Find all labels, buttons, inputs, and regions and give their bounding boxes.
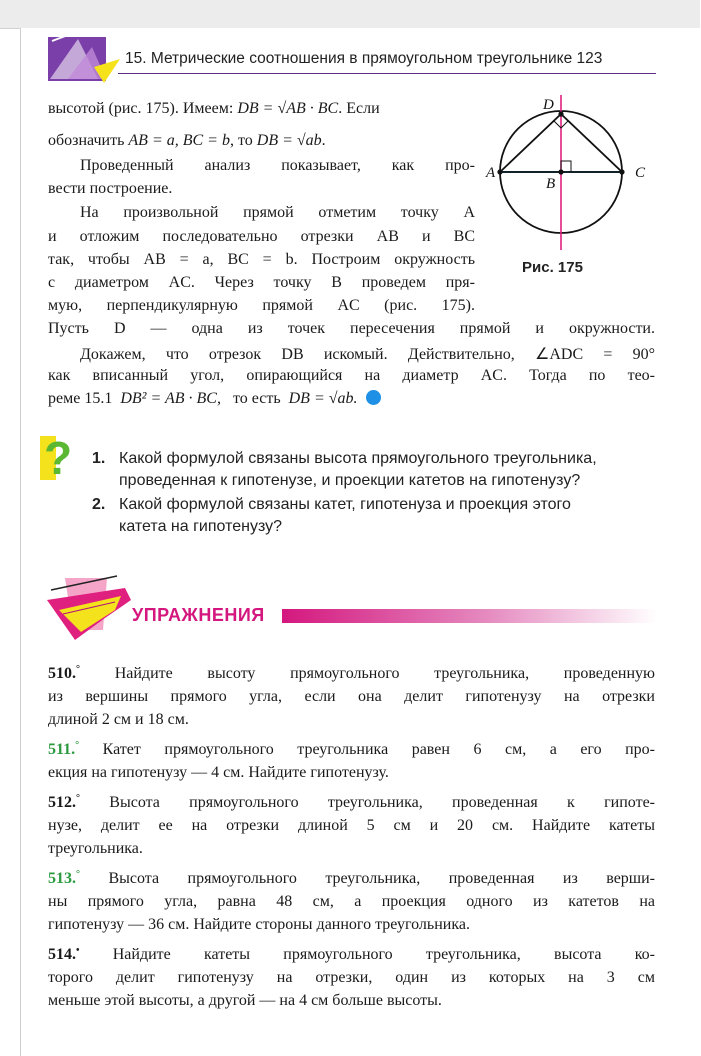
problem-text: Найдите катеты прямоугольного треугольника, высота ко- [112,946,656,963]
formula: DB = √AB · BC [237,100,339,117]
problem-number: 514. [48,946,76,963]
problem-number: 513. [48,870,76,887]
point-d [558,111,563,116]
problem-line [48,664,655,683]
header-divider [118,73,656,74]
text-span: то есть [232,390,281,407]
formula: AB = a, BC = b [128,132,230,149]
window-top-bar [0,0,700,29]
text-line [48,390,381,408]
label-d: D [543,97,554,113]
text-span: обозначить [48,132,125,149]
text-line [48,100,380,118]
exercises-title-bar [282,609,657,623]
problem-line [48,945,655,964]
label-b: B [546,176,556,192]
text-span: высотой (рис. 175). Имеем: [48,100,234,117]
text-line: Докажем, что отрезок DB искомый. Действительно, ∠ADC = 90° [80,346,655,363]
label-c: C [635,165,646,181]
difficulty-mark: ° [76,869,80,880]
question-number: 1. [92,450,106,467]
end-of-proof-icon [366,390,381,405]
question-text [119,448,659,492]
problem-line: из вершины прямого угла, если она делит гипотенузу на отрезки [48,688,655,705]
problem-line [48,740,655,759]
problem-text: Высота прямоугольного треугольника, проведенная из верши- [108,870,655,887]
formula: DB = √ab. [288,390,358,407]
question-mark-icon [40,430,80,485]
problem-line: ны прямого угла, равна 48 см, а проекция одного из катетов на [48,893,655,910]
problem-line: треугольника. [48,840,143,857]
text-line: так, чтобы AB = a, BC = b. Построим окружность [48,251,475,268]
page-number: 123 [576,50,603,67]
question-line: катета на гипотенузу? [119,518,283,535]
text-span: реме 15.1 [48,390,113,407]
label-a: A [486,165,496,181]
problem-line: екция на гипотенузу — 4 см. Найдите гипотенузу. [48,764,389,781]
difficulty-mark: • [76,945,80,956]
exercises-title: УПРАЖНЕНИЯ [132,605,265,625]
text-line: На произвольной прямой отметим точку A [80,204,475,221]
text-span: . [321,132,326,149]
text-line: с диаметром AC. Через точку B проведем пря- [48,274,475,291]
point-b [558,169,563,174]
point-c [619,169,624,174]
text-line: вести построение. [48,180,173,197]
formula: DB = √ab [256,132,322,149]
problem-line: нузе, делит ее на отрезки длиной 5 см и 20 см. Найдите катеты [48,817,655,834]
question-number: 2. [92,496,106,513]
point-a [497,169,502,174]
text-span: , то [229,132,253,149]
text-span: . Если [338,100,380,117]
text-line [48,132,326,150]
problem-line: торого делит гипотенузу на отрезки, один из которых на 3 см [48,969,655,986]
figure-175 [486,95,662,250]
problem-line [48,869,655,888]
text-line: Проведенный анализ показывает, как про- [80,157,475,174]
question-line: Какой формулой связаны высота прямоугольного треугольника, [119,450,597,467]
formula: DB² = AB · BC, [120,390,221,407]
figure-caption: Рис. 175 [522,259,583,276]
problem-number: 511. [48,741,76,758]
problem-line: меньше этой высоты, а другой — на 4 см больше высоты. [48,992,442,1009]
text-line: и отложим последовательно отрезки AB и BC [48,228,475,245]
problem-line [48,793,655,812]
question-line: Какой формулой связаны катет, гипотенуза и проекция этого [119,496,571,513]
problem-number: 510. [48,665,76,682]
text-line: мую, перпендикулярную прямой AC (рис. 175). [48,297,475,314]
difficulty-mark: ° [76,664,80,675]
difficulty-mark: ° [75,740,80,751]
question-line: проведенная к гипотенузе, и проекции катетов на гипотенузу? [119,472,581,489]
section-logo-icon [48,33,120,83]
page-header [125,50,602,68]
problem-number: 512. [48,794,76,811]
svg-text:?: ? [44,432,73,484]
problem-text: Найдите высоту прямоугольного треугольника, проведенную [114,665,655,682]
problem-line: гипотенузу — 36 см. Найдите стороны данного треугольника. [48,916,470,933]
exercises-ruler-icon [45,570,135,645]
chapter-title: 15. Метрические соотношения в прямоугольном треугольнике [125,50,573,67]
text-line: Пусть D — одна из точек пересечения прямой и окружности. [48,320,655,337]
question-text [119,494,659,538]
text-line: как вписанный угол, опирающийся на диаметр AC. Тогда по тео- [48,367,655,384]
difficulty-mark: ° [76,793,80,804]
problem-text: Катет прямоугольного треугольника равен 6 см, а его про- [102,741,655,758]
problem-text: Высота прямоугольного треугольника, проведенная к гипоте- [109,794,656,811]
problem-line: длиной 2 см и 18 см. [48,711,189,728]
